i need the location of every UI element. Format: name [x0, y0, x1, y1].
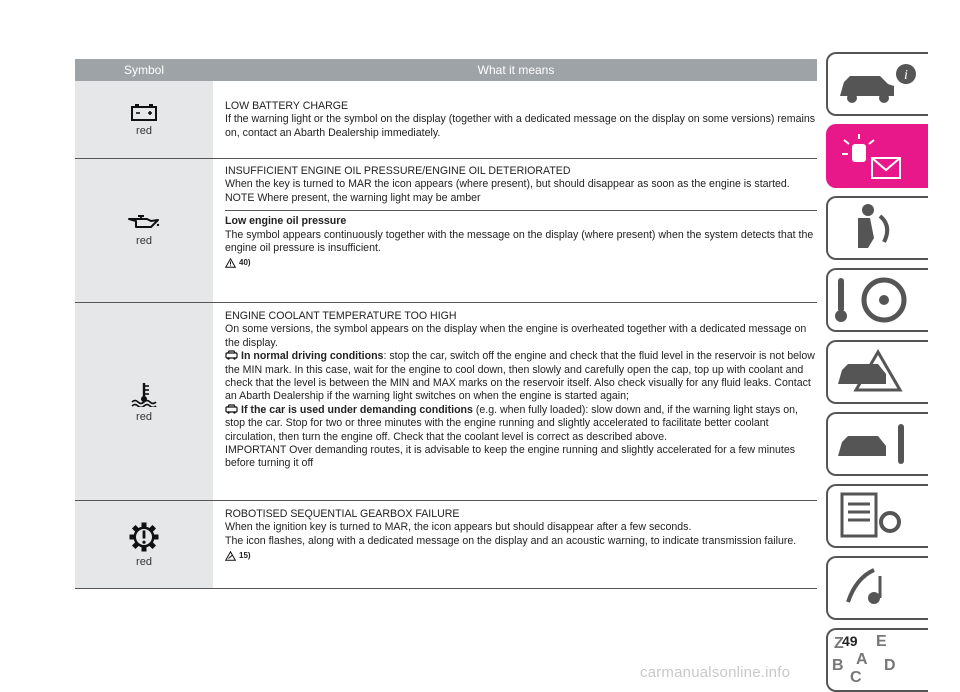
safety-icon: [828, 198, 928, 258]
caution-note-icon: [225, 551, 236, 561]
symbol-cell: [75, 501, 213, 588]
maintenance-icon: [828, 414, 928, 474]
warning-lights-icon: [828, 126, 928, 186]
tab-technical-data[interactable]: [826, 484, 928, 548]
svg-text:D: D: [884, 657, 896, 674]
symbol-cell: [75, 81, 213, 158]
color-label: red: [136, 234, 152, 247]
svg-text:E: E: [876, 633, 887, 650]
tab-multimedia[interactable]: [826, 556, 928, 620]
row-text: If the warning light or the symbol on the display (together with a dedicated message on the display on some versions) remains on, contact an Abarth Dealership immediately.: [225, 113, 816, 139]
table-row: [75, 81, 817, 159]
meaning-cell: [213, 159, 817, 302]
warning-ref-number: 40): [239, 258, 251, 268]
tab-warning-lights[interactable]: [826, 124, 928, 188]
warning-ref-number: 15): [239, 551, 251, 561]
color-label: red: [136, 124, 152, 137]
battery-icon: [131, 103, 157, 121]
table-row: [75, 159, 817, 303]
row-text-2: The icon flashes, along with a dedicated message on the display and an acoustic warning, to indicate transmission failure.: [225, 534, 797, 547]
meaning-cell: [213, 501, 817, 588]
multimedia-icon: [828, 558, 928, 618]
header-meaning: What it means: [477, 63, 555, 77]
technical-data-icon: [828, 486, 928, 546]
important-note: IMPORTANT Over demanding routes, it is advisable to keep the engine running and slightly accelerated for a few minutes before turning it off: [225, 444, 796, 470]
car-info-icon: [828, 54, 928, 114]
table-row: [75, 501, 817, 589]
oil-can-icon: [127, 215, 161, 231]
tab-maintenance[interactable]: [826, 412, 928, 476]
row-title: ROBOTISED SEQUENTIAL GEARBOX FAILURE: [225, 508, 460, 520]
gearbox-failure-icon: [129, 522, 159, 552]
row-text: When the key is turned to MAR the icon appears (where present), but should disappear as soon as the engine is started.: [225, 178, 790, 191]
symbol-cell: [75, 159, 213, 302]
tab-car-info[interactable]: [826, 52, 928, 116]
warning-reference: [225, 549, 817, 562]
steering-key-icon: [828, 270, 928, 330]
color-label: red: [136, 410, 152, 423]
svg-text:C: C: [850, 669, 862, 686]
demanding-text: (e.g. when fully loaded): slow down and, if the warning light stays on, stop the car. Stop for two or three minutes with the engine running and slightly accelerated to facilitate better coolant circulation, then turn the engine off. Check that the coolant level is correct as described above.: [225, 403, 798, 443]
meaning-cell: [213, 303, 817, 500]
warning-reference: [225, 256, 817, 269]
color-label: red: [136, 555, 152, 568]
meaning-cell: [213, 81, 817, 158]
demanding-label: If the car is used under demanding conditions: [241, 403, 473, 416]
header-symbol: Symbol: [123, 63, 164, 77]
sub-text: The symbol appears continuously together with the message on the display (where present) when the system detects that the engine oil pressure is insufficient.: [225, 228, 814, 255]
row-text: On some versions, the symbol appears on the display when the engine is overheated together with a dedicated message on the display.: [225, 323, 807, 349]
car-note-icon: [225, 404, 238, 414]
svg-text:B: B: [832, 657, 844, 674]
car-note-icon: [225, 350, 238, 360]
demanding-conditions-paragraph: [225, 404, 817, 444]
svg-text:i: i: [904, 68, 908, 83]
emergency-icon: [828, 342, 928, 402]
page-number: 49: [842, 633, 858, 649]
warning-triangle-icon: [225, 258, 236, 268]
coolant-temperature-icon: [130, 381, 158, 407]
row-title: ENGINE COOLANT TEMPERATURE TOO HIGH: [225, 310, 457, 322]
normal-text: : stop the car, switch off the engine and check that the fluid level in the reservoir is not below the MIN mark. In this case, wait for the engine to cool down, then slowly and carefully open the cap, top up with coolant and check that the level is between the MIN and MAX marks on the reservoir itself. Also check visually for any fluid leaks. Contact an Abarth Dealership if the warning light switches on when the engine is started again;: [225, 350, 815, 403]
row-title: INSUFFICIENT ENGINE OIL PRESSURE/ENGINE OIL DETERIORATED: [225, 165, 571, 177]
symbol-cell: [75, 303, 213, 500]
svg-text:Z: Z: [834, 635, 844, 652]
normal-label: In normal driving conditions: [241, 350, 384, 363]
row-note: NOTE Where present, the warning light may be amber: [225, 191, 481, 204]
watermark: carmanualsonline.info: [640, 664, 791, 681]
tab-steering-key[interactable]: [826, 268, 928, 332]
tab-safety[interactable]: [826, 196, 928, 260]
row-title: LOW BATTERY CHARGE: [225, 100, 349, 112]
sub-section: [225, 210, 817, 270]
row-text: When the ignition key is turned to MAR, the icon appears but should disappear after a few seconds.: [225, 521, 692, 534]
tab-emergency[interactable]: [826, 340, 928, 404]
sub-title: Low engine oil pressure: [225, 215, 347, 228]
normal-conditions-paragraph: [225, 350, 817, 404]
table-row: [75, 303, 817, 501]
warning-lights-table: [75, 59, 817, 589]
svg-text:A: A: [856, 651, 868, 668]
table-header: [75, 59, 817, 81]
